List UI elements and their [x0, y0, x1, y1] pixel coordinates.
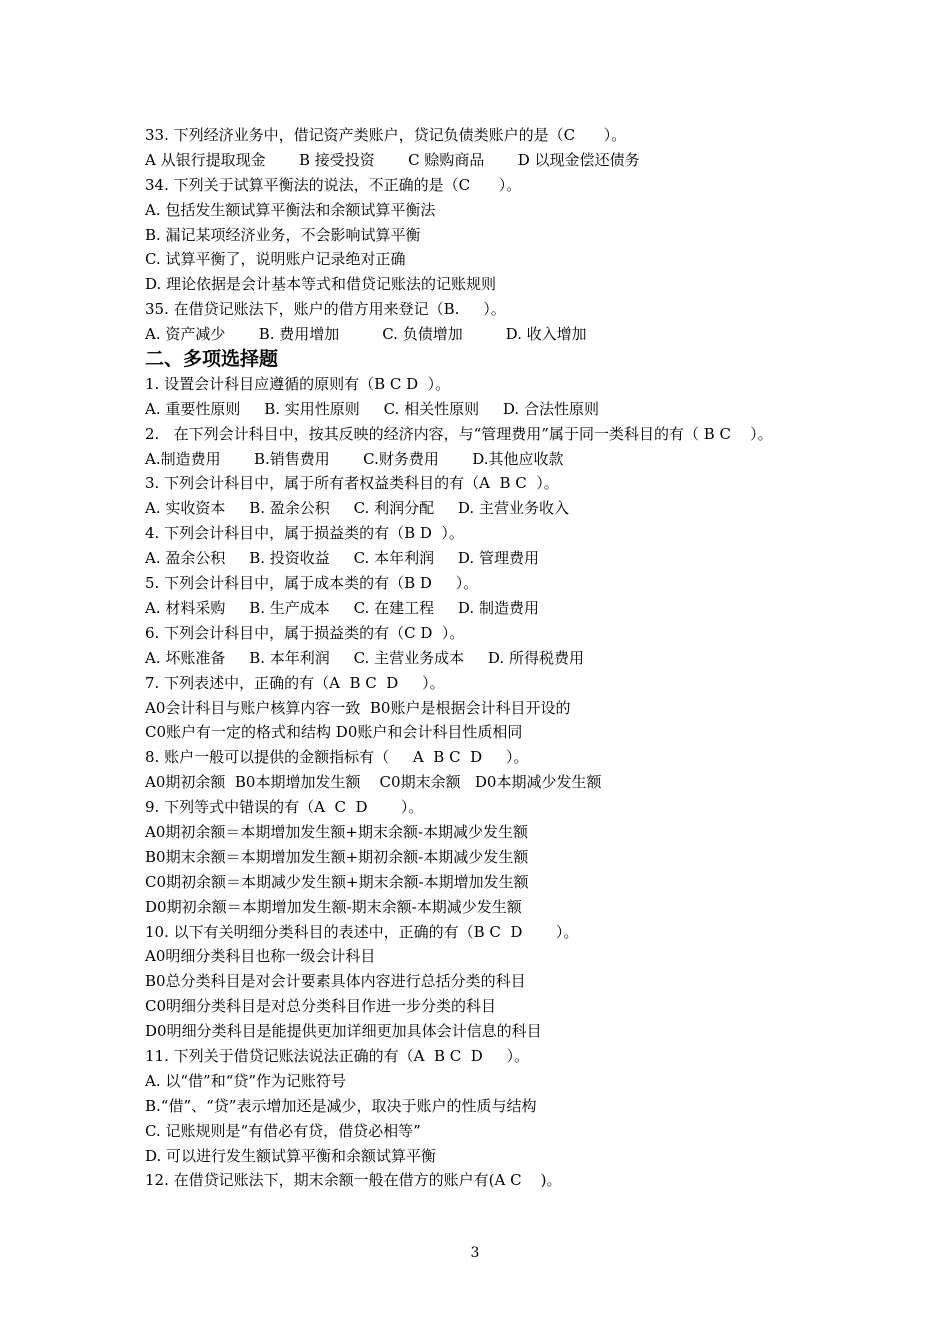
mc-question-3-options: A. 实收资本 B. 盈余公积 C. 利润分配 D. 主营业务收入 [145, 499, 569, 518]
mc-question-11-option-b: B.“借”、“贷”表示增加还是减少，取决于账户的性质与结构 [145, 1096, 537, 1115]
mc-question-1: 1. 设置会计科目应遵循的原则有（B C D ）。 [145, 374, 451, 393]
mc-question-11: 11. 下列关于借贷记账法说法正确的有（A B C D ）。 [145, 1046, 530, 1065]
question-34-option-b: B. 漏记某项经济业务，不会影响试算平衡 [145, 225, 421, 244]
question-35: 35. 在借贷记账法下，账户的借方用来登记（B. ）。 [145, 300, 506, 319]
mc-question-10: 10. 以下有关明细分类科目的表述中，正确的有（B C D ）。 [145, 922, 579, 941]
mc-question-5: 5. 下列会计科目中，属于成本类的有（B D ）。 [145, 574, 479, 593]
mc-question-10-option-d: D0明细分类科目是能提供更加详细更加具体会计信息的科目 [145, 1022, 542, 1041]
mc-question-9: 9. 下列等式中错误的有（A C D ）。 [145, 798, 424, 817]
question-34: 34. 下列关于试算平衡法的说法，不正确的是（C ）。 [145, 175, 522, 194]
question-33: 33. 下列经济业务中，借记资产类账户，贷记负债类账户的是（C ）。 [145, 126, 627, 144]
mc-question-12: 12. 在借贷记账法下，期末余额一般在借方的账户有(A C )。 [145, 1171, 562, 1190]
question-33-options: A 从银行提取现金 B 接受投资 C 赊购商品 D 以现金偿还债务 [145, 150, 640, 169]
page-number: 3 [470, 1245, 480, 1261]
mc-question-7-options-ab: A0会计科目与账户核算内容一致 B0账户是根据会计科目开设的 [145, 698, 571, 717]
mc-question-6: 6. 下列会计科目中，属于损益类的有（C D ）。 [145, 623, 465, 642]
mc-question-9-option-b: B0期末余额＝本期增加发生额+期初余额-本期减少发生额 [145, 847, 529, 866]
mc-question-7: 7. 下列表述中，正确的有（A B C D ）。 [145, 673, 445, 692]
mc-question-10-option-a: A0明细分类科目也称一级会计科目 [145, 947, 376, 966]
mc-question-1-options: A. 重要性原则 B. 实用性原则 C. 相关性原则 D. 合法性原则 [145, 399, 599, 418]
mc-question-11-option-d: D. 可以进行发生额试算平衡和余额试算平衡 [145, 1146, 437, 1165]
mc-question-3: 3. 下列会计科目中，属于所有者权益类科目的有（A B C ）。 [145, 474, 559, 493]
mc-question-5-options: A. 材料采购 B. 生产成本 C. 在建工程 D. 制造费用 [145, 598, 539, 617]
mc-question-9-option-a: A0期初余额＝本期增加发生额+期末余额-本期减少发生额 [145, 822, 529, 841]
mc-question-4-options: A. 盈余公积 B. 投资收益 C. 本年利润 D. 管理费用 [145, 549, 539, 568]
mc-question-9-option-c: C0期初余额＝本期减少发生额+期末余额-本期增加发生额 [145, 872, 529, 891]
question-35-options: A. 资产减少 B. 费用增加 C. 负债增加 D. 收入增加 [145, 325, 587, 344]
question-34-option-c: C. 试算平衡了，说明账户记录绝对正确 [145, 250, 406, 269]
mc-question-7-options-cd: C0账户有一定的格式和结构 D0账户和会计科目性质相同 [145, 723, 523, 742]
mc-question-8-options: A0期初余额 B0本期增加发生额 C0期末余额 D0本期减少发生额 [145, 773, 602, 792]
mc-question-11-option-c: C. 记账规则是“有借必有贷，借贷必相等” [145, 1121, 421, 1140]
page-content [145, 123, 825, 1193]
mc-question-6-options: A. 坏账准备 B. 本年利润 C. 主营业务成本 D. 所得税费用 [145, 648, 584, 667]
mc-question-10-option-b: B0总分类科目是对会计要素具体内容进行总括分类的科目 [145, 972, 526, 991]
mc-question-2-options: A.制造费用 B.销售费用 C.财务费用 D.其他应收款 [145, 449, 564, 468]
mc-question-4: 4. 下列会计科目中，属于损益类的有（B D ）。 [145, 524, 464, 543]
mc-question-10-option-c: C0明细分类科目是对总分类科目作进一步分类的科目 [145, 997, 497, 1016]
mc-question-9-option-d: D0期初余额＝本期增加发生额-期末余额-本期减少发生额 [145, 897, 522, 916]
mc-question-8: 8. 账户一般可以提供的金额指标有（ A B C D ）。 [145, 748, 529, 767]
section-heading: 二、多项选择题 [145, 348, 279, 371]
question-34-option-d: D. 理论依据是会计基本等式和借贷记账法的记账规则 [145, 275, 497, 294]
mc-question-11-option-a: A. 以“借”和“贷”作为记账符号 [145, 1071, 347, 1090]
question-34-option-a: A. 包括发生额试算平衡法和余额试算平衡法 [145, 200, 436, 219]
mc-question-2: 2. 在下列会计科目中，按其反映的经济内容，与“管理费用”属于同一类科目的有（ B C ）。 [145, 424, 773, 443]
